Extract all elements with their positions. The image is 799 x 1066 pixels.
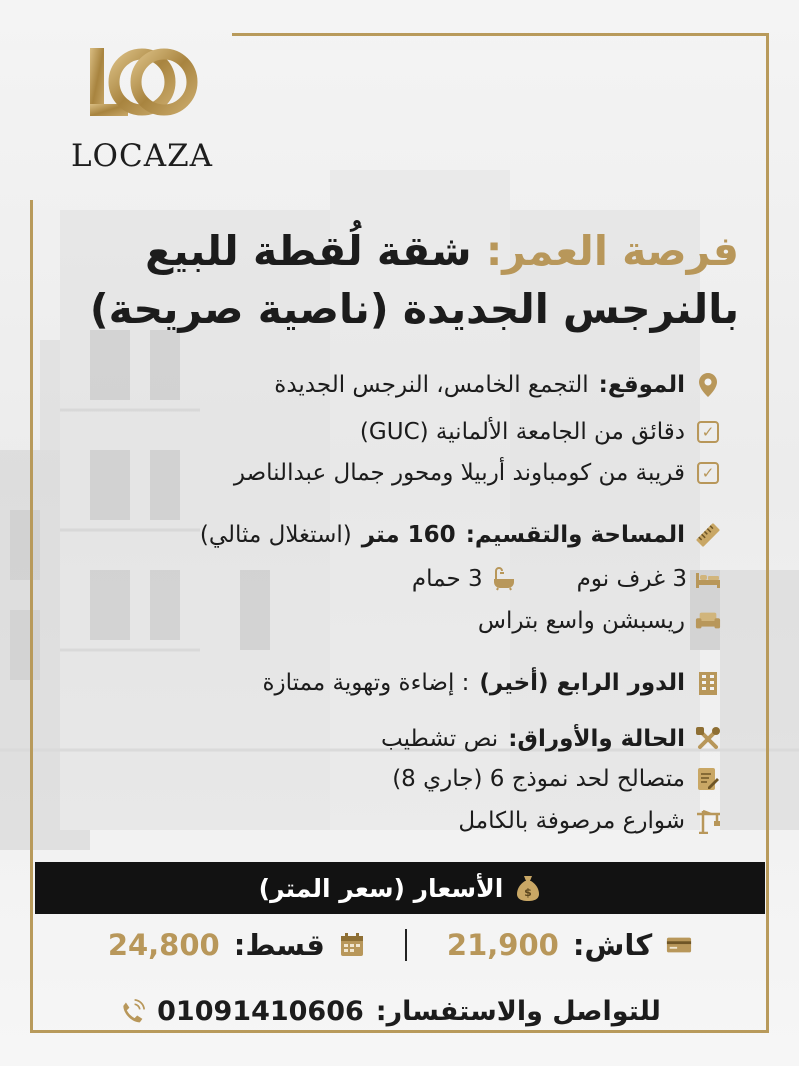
location-point-1	[360, 419, 721, 445]
credit-card-icon	[666, 932, 692, 958]
location-value: التجمع الخامس، النرجس الجديدة	[274, 372, 589, 398]
bathtub-icon	[491, 566, 517, 592]
contact-row	[110, 996, 670, 1027]
location-label: الموقع:	[598, 372, 685, 398]
status-row	[381, 726, 721, 752]
headline-line-1	[39, 222, 739, 280]
contact-label: للتواصل والاستفسار:	[375, 996, 661, 1027]
map-pin-icon	[695, 372, 721, 398]
reception-row	[478, 608, 721, 634]
papers-text: متصالح لحد نموذج 6 (جاري 8)	[392, 766, 685, 792]
sofa-icon	[695, 608, 721, 634]
ruler-icon	[695, 522, 721, 548]
status-value: نص تشطيب	[380, 726, 499, 752]
crane-icon	[695, 808, 721, 834]
contact-phone[interactable]: 01091410606	[157, 996, 364, 1027]
rooms-row	[412, 566, 721, 592]
location-point-text: قريبة من كومباوند أربيلا ومحور جمال عبدالناصر	[233, 460, 685, 486]
area-size: 160 متر	[361, 522, 456, 548]
reception-text: ريسبشن واسع بتراس	[477, 608, 685, 634]
streets-row	[458, 808, 721, 834]
cash-label: كاش:	[572, 928, 653, 962]
bed-icon	[695, 566, 721, 592]
money-bag-icon	[515, 875, 541, 901]
calendar-icon	[339, 932, 365, 958]
bedrooms-text: 3 غرف نوم	[576, 566, 687, 592]
brand-logo	[62, 42, 222, 182]
brand-name: LOCAZA	[70, 138, 214, 174]
bathrooms-text: 3 حمام	[411, 566, 483, 592]
headline-gold: فرصة العمر:	[485, 227, 739, 275]
phone-icon	[119, 999, 145, 1025]
prices-header-bar	[35, 862, 765, 914]
headline-line1-rest: شقة لُقطة للبيع	[145, 227, 472, 275]
prices-header: الأسعار (سعر المتر)	[258, 873, 504, 903]
area-row	[200, 522, 721, 548]
logo-mark-icon	[84, 42, 200, 122]
status-label: الحالة والأوراق:	[508, 726, 685, 752]
svg-text:$: $	[524, 886, 533, 899]
area-label: المساحة والتقسيم:	[465, 522, 685, 548]
price-divider	[405, 929, 407, 961]
floor-value: : إضاءة وتهوية ممتازة	[262, 670, 470, 696]
streets-text: شوارع مرصوفة بالكامل	[458, 808, 685, 834]
location-row	[274, 372, 721, 398]
installment-label: قسط:	[233, 928, 325, 962]
checkbox-icon: ✓	[697, 462, 719, 484]
floor-label: الدور الرابع (أخير)	[479, 670, 685, 696]
frame-left-border	[30, 200, 33, 1033]
floor-row	[262, 670, 721, 696]
cash-value: 21,900	[446, 928, 559, 962]
frame-bottom-border	[30, 1030, 769, 1033]
document-edit-icon	[695, 766, 721, 792]
location-point-2	[234, 460, 721, 486]
frame-top-border	[232, 33, 769, 36]
frame-right-border	[766, 33, 769, 1033]
installment-value: 24,800	[107, 928, 220, 962]
headline	[39, 222, 739, 338]
location-point-text: دقائق من الجامعة الألمانية (GUC)	[359, 419, 685, 445]
headline-line-2: بالنرجس الجديدة (ناصية صريحة)	[89, 285, 739, 333]
building-icon	[695, 670, 721, 696]
area-note: (استغلال مثالي)	[199, 522, 352, 548]
prices-row	[100, 920, 700, 970]
tools-icon	[695, 726, 721, 752]
checkbox-icon: ✓	[697, 421, 719, 443]
papers-row	[392, 766, 721, 792]
